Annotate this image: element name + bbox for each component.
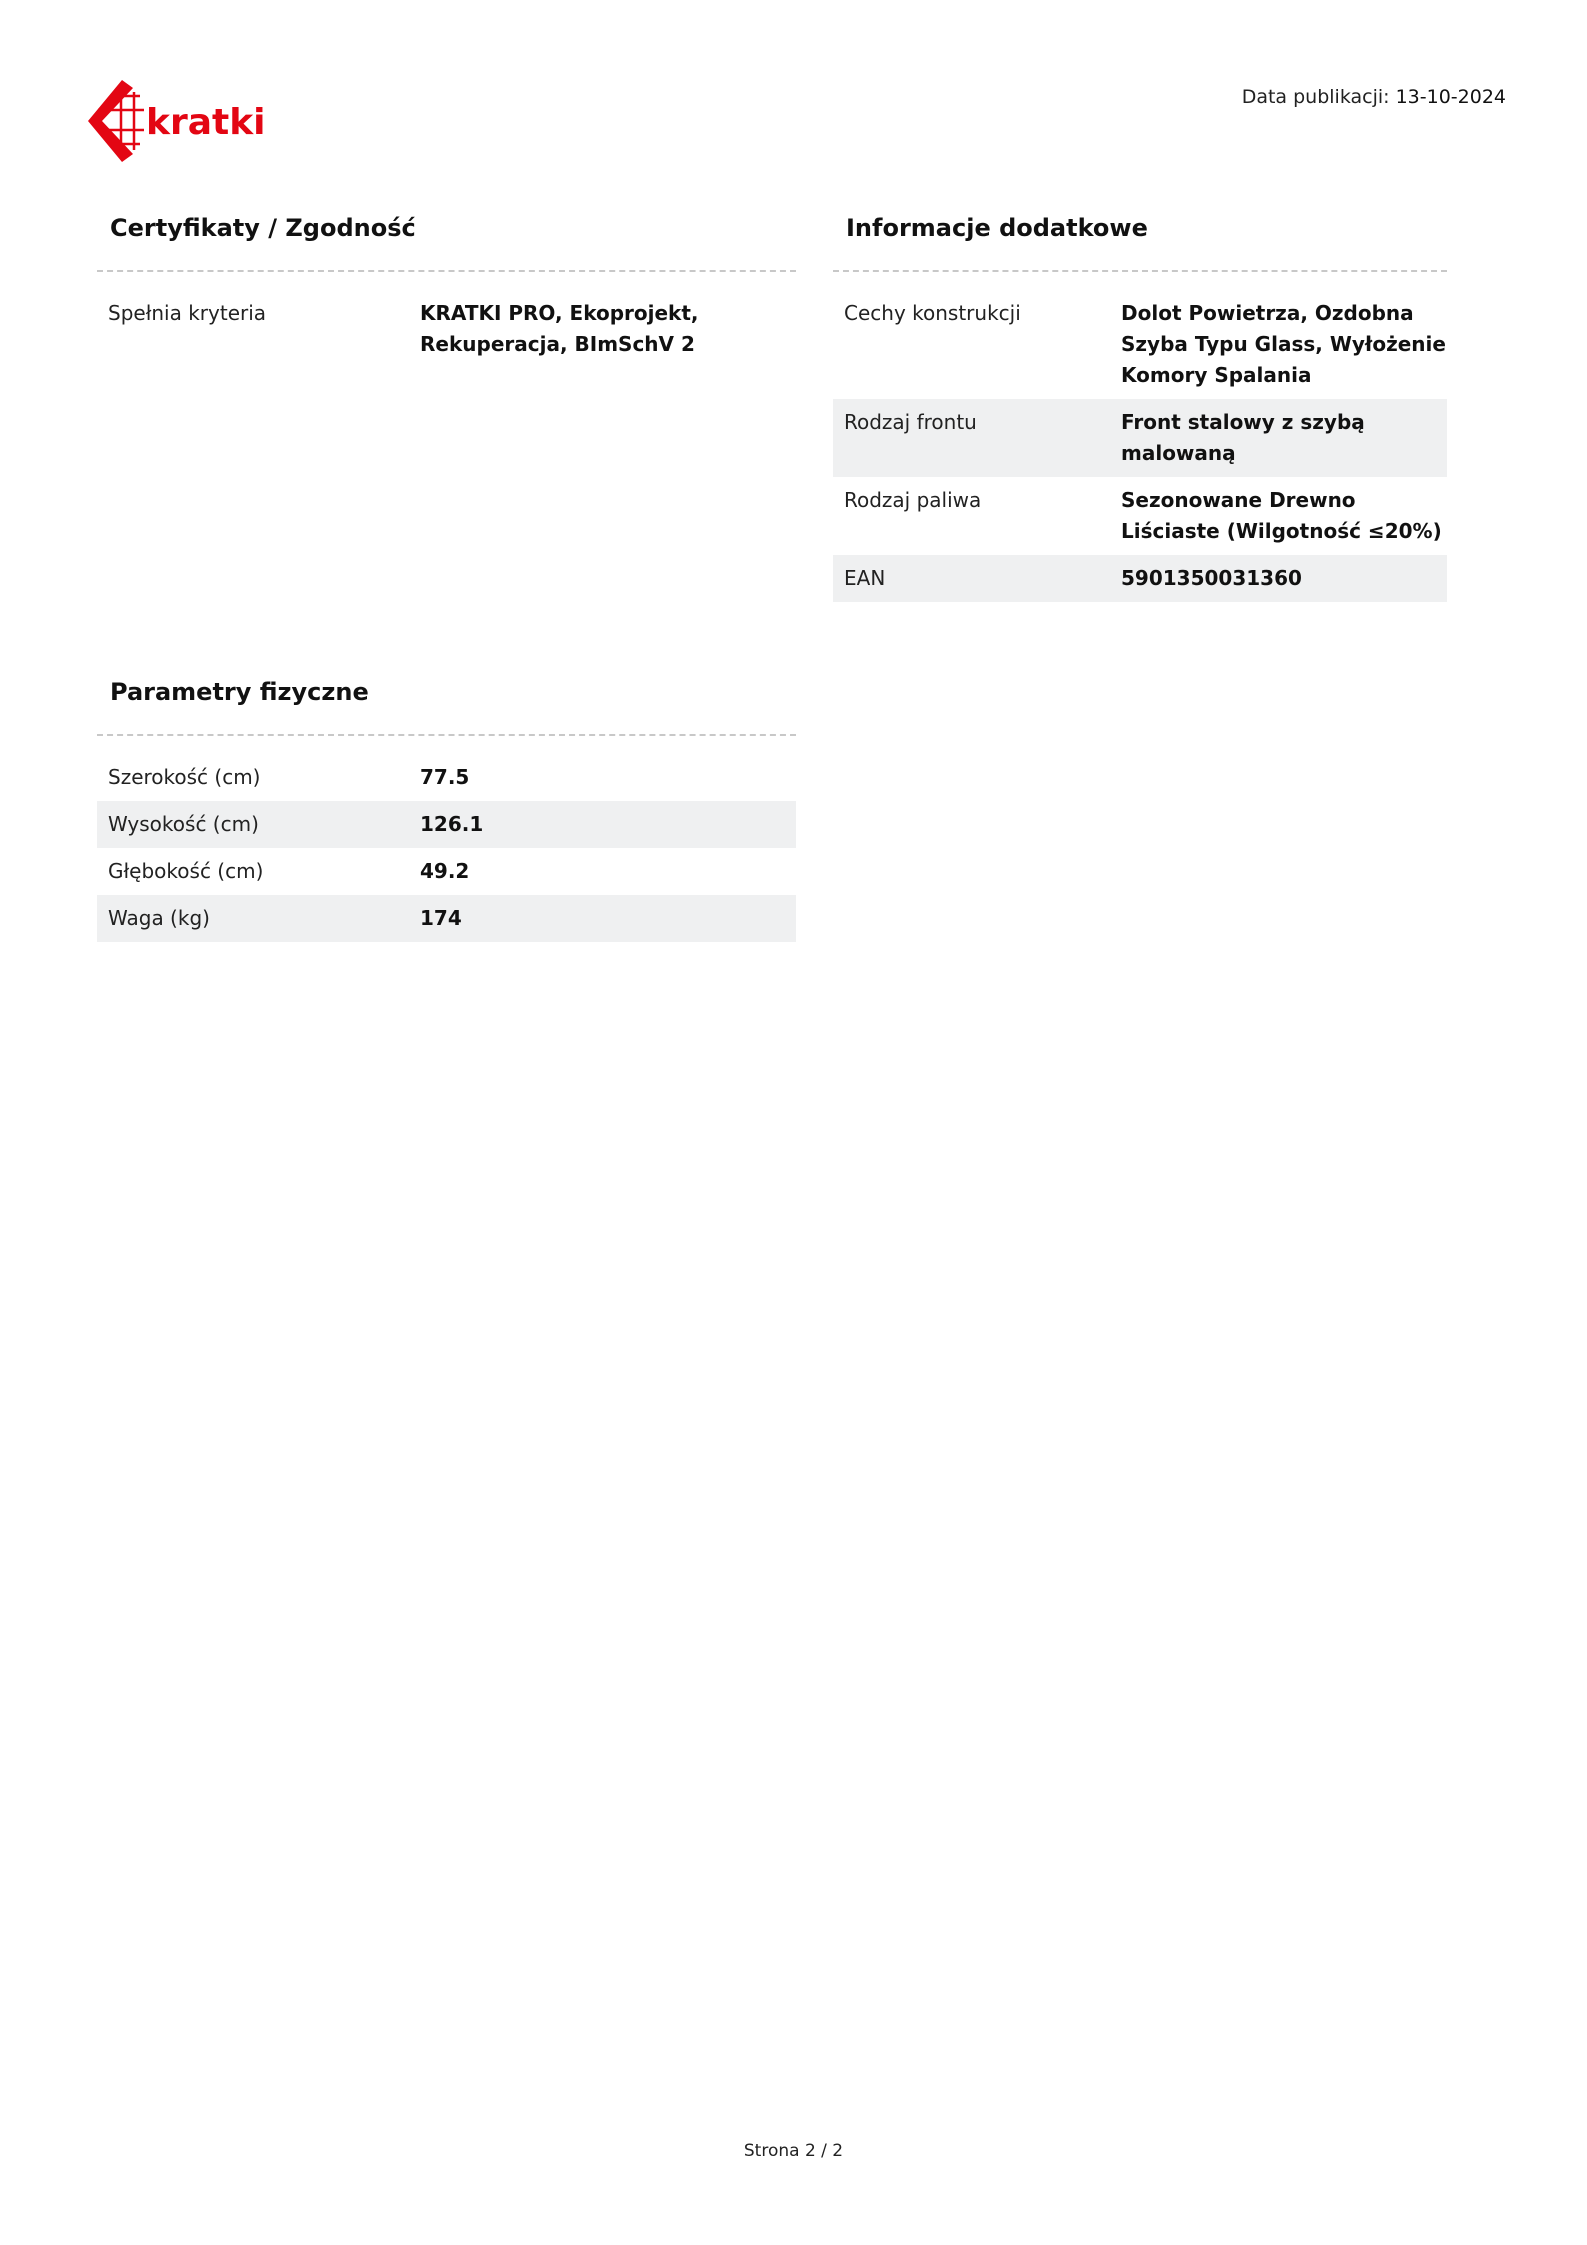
row-value: 5901350031360 xyxy=(1121,566,1302,590)
certificates-title: Certyfikaty / Zgodność xyxy=(110,214,416,242)
additional-info-title: Informacje dodatkowe xyxy=(846,214,1148,242)
row-label: Szerokość (cm) xyxy=(108,765,261,789)
additional-info-divider xyxy=(833,270,1447,272)
table-row xyxy=(833,555,1447,602)
physical-params-title: Parametry fizyczne xyxy=(110,678,369,706)
row-label: Cechy konstrukcji xyxy=(844,301,1021,325)
certificates-divider xyxy=(97,270,796,272)
table-row xyxy=(97,754,796,801)
table-row xyxy=(97,290,796,368)
row-label: Głębokość (cm) xyxy=(108,859,264,883)
row-value: Front stalowy z szybą malowaną xyxy=(1121,410,1365,465)
row-value: 174 xyxy=(420,906,462,930)
row-label: Spełnia kryteria xyxy=(108,301,267,325)
page-number: Strona 2 / 2 xyxy=(743,2141,844,2161)
kratki-logo xyxy=(88,78,338,164)
svg-text:kratki: kratki xyxy=(146,102,266,143)
row-value: KRATKI PRO, Ekoprojekt, Rekuperacja, BImSchV 2 xyxy=(420,301,699,356)
table-row xyxy=(97,895,796,942)
table-row xyxy=(833,290,1447,399)
row-label: Rodzaj paliwa xyxy=(844,488,982,512)
table-row xyxy=(97,801,796,848)
row-label: Wysokość (cm) xyxy=(108,812,259,836)
certificates-section xyxy=(97,206,796,368)
table-row xyxy=(833,399,1447,477)
publication-date xyxy=(1242,86,1506,108)
table-row xyxy=(97,848,796,895)
publication-date-label: Data publikacji: xyxy=(1241,86,1390,108)
kratki-logo-graphic xyxy=(88,78,338,164)
physical-params-divider xyxy=(97,734,796,736)
row-label: Waga (kg) xyxy=(108,906,210,930)
row-value: 126.1 xyxy=(420,812,484,836)
row-value: 49.2 xyxy=(420,859,470,883)
row-value: 77.5 xyxy=(420,765,470,789)
row-value: Dolot Powietrza, Ozdobna Szyba Typu Glass, Wyłożenie Komory Spalania xyxy=(1121,301,1446,387)
additional-info-section xyxy=(833,206,1447,602)
row-label: EAN xyxy=(844,566,886,590)
table-row xyxy=(833,477,1447,555)
row-label: Rodzaj frontu xyxy=(844,410,977,434)
publication-date-value: 13-10-2024 xyxy=(1395,86,1506,108)
row-value: Sezonowane Drewno Liściaste (Wilgotność ≤20%) xyxy=(1121,488,1442,543)
physical-params-section xyxy=(97,670,796,942)
